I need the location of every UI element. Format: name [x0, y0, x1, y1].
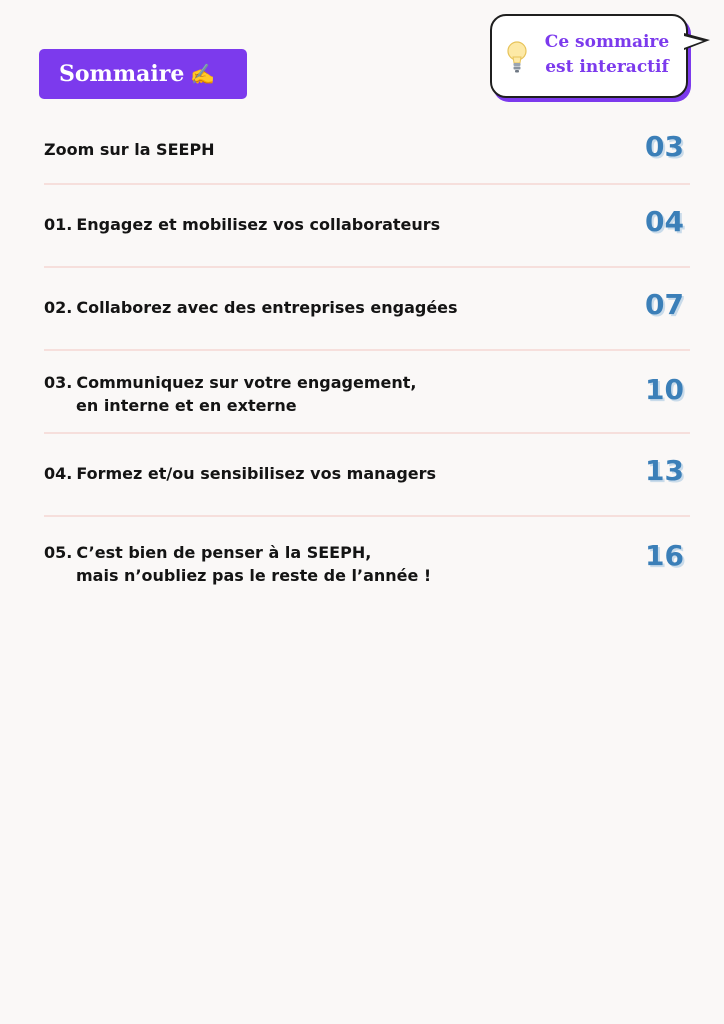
toc-item-label[interactable]: [44, 213, 440, 236]
toc-item-text: C’est bien de penser à la SEEPH,: [76, 543, 372, 562]
toc-item-02[interactable]: [44, 268, 690, 351]
page-title-badge: [39, 49, 247, 99]
toc-item-text: Communiquez sur votre engagement,: [76, 373, 417, 392]
toc-item-03[interactable]: [44, 351, 690, 434]
callout-text: [532, 30, 682, 80]
toc-page-number[interactable]: 03: [645, 130, 684, 163]
toc-item-text: Zoom sur la SEEPH: [44, 140, 215, 159]
toc-item-label[interactable]: [44, 462, 436, 485]
toc-item-01[interactable]: [44, 185, 690, 268]
toc-item-number: 02.: [44, 298, 73, 317]
toc-item-label[interactable]: [44, 371, 416, 417]
callout-line-2: est interactif: [545, 57, 669, 77]
toc-item-number: 04.: [44, 464, 73, 483]
lightbulb-icon: [506, 40, 528, 74]
callout-line-1: Ce sommaire: [544, 32, 670, 52]
toc-item-text: Collaborez avec des entreprises engagées: [76, 298, 458, 317]
toc-item-text-line-2: mais n’oubliez pas le reste de l’année !: [76, 566, 432, 585]
toc-item-number: 01.: [44, 215, 73, 234]
toc-item-05[interactable]: [44, 517, 690, 600]
toc-item-label[interactable]: [44, 138, 215, 161]
toc-item-label[interactable]: [44, 296, 458, 319]
toc-page-number[interactable]: 13: [645, 454, 684, 487]
interactive-callout: [490, 14, 688, 98]
toc-item-text: Engagez et mobilisez vos collaborateurs: [76, 215, 441, 234]
toc-item-text: Formez et/ou sensibilisez vos managers: [76, 464, 437, 483]
toc-page-number[interactable]: 04: [645, 205, 684, 238]
toc-item-label[interactable]: [44, 541, 431, 587]
page-title: Sommaire: [59, 61, 185, 87]
toc-page-number[interactable]: 16: [645, 539, 684, 572]
toc-item-number: 05.: [44, 543, 73, 562]
callout-tail-fill: [684, 36, 703, 48]
toc-item-number: 03.: [44, 373, 73, 392]
toc-page-number[interactable]: 10: [645, 373, 684, 406]
table-of-contents: [44, 110, 690, 600]
toc-item-text-line-2: en interne et en externe: [76, 396, 297, 415]
toc-page-number[interactable]: 07: [645, 288, 684, 321]
writing-hand-icon: ✍️: [190, 62, 216, 86]
toc-item-04[interactable]: [44, 434, 690, 517]
toc-item-zoom-seeph[interactable]: [44, 110, 690, 185]
